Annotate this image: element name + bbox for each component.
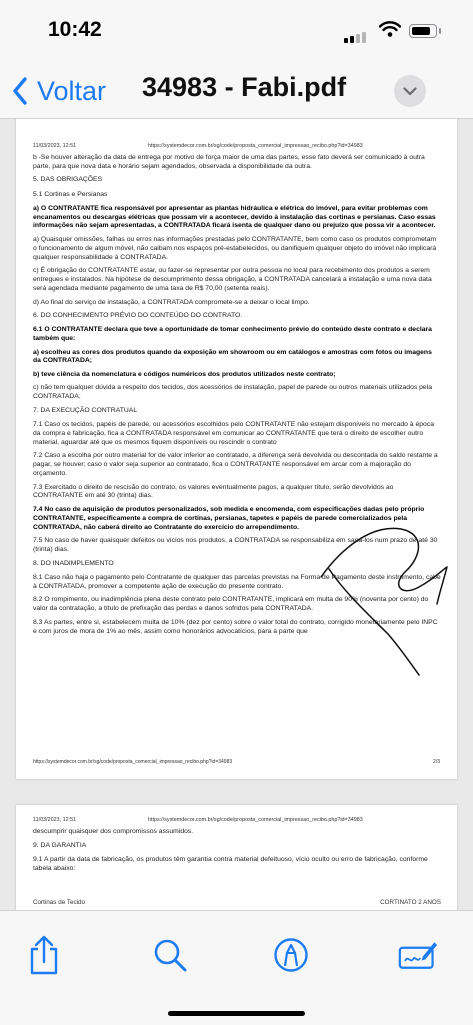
- page-header-url: https://systemdecor.com.br/sg/code/proposta_comercial_impressao_recibo.php?id=34983: [148, 143, 363, 149]
- markup-button[interactable]: [271, 935, 311, 975]
- pdf-page-3: [16, 805, 457, 910]
- page-header-date: 11/03/2023, 12:51: [33, 817, 77, 823]
- page-body: [33, 154, 441, 641]
- paragraph-6-1-a: [33, 349, 441, 367]
- search-button[interactable]: [150, 935, 190, 975]
- pdf-page-2: [16, 119, 457, 779]
- page-header-date: 11/03/2023, 12:51: [33, 143, 77, 149]
- page-footer: [33, 759, 440, 765]
- back-label: Voltar: [37, 75, 107, 106]
- paragraph-9-1: 9.1 A partir da data de fabricação, os produtos têm garantia contra material defeituoso, vício oculto ou erro de fabricação, conforme tabela abaixo:: [33, 855, 428, 872]
- bottom-toolbar: [0, 910, 473, 1025]
- paragraph-7-5: 7.5 No caso de haver quaisquer defeitos ou vícios nos produtos, a CONTRATADA se responsabiliza em saná-los num prazo de até 30 (trinta) dias.: [33, 537, 438, 554]
- paragraph-5-1-c: c) É obrigação do CONTRATANTE estar, ou fazer-se representar por outra pessoa no local para recebimento dos produtos a serem entregues e instalados. Na hipótese de descumprimento dessa obrigação, a CONTRATADA cancelará a instalação e uma nova data será agendada mediante pagamento de uma taxa de R$ 70,00 (setenta reais).: [33, 267, 432, 293]
- navigation-bar: [0, 64, 473, 119]
- document-title: 34983 - Fabi.pdf: [142, 72, 347, 102]
- chevron-down-icon: [403, 87, 417, 96]
- signature-icon: [398, 937, 438, 973]
- paragraph-8-1: 8.1 Caso não haja o pagamento pelo Contratante de qualquer das parcelas previstas na Forma de Pagamento deste instrumento, cabe à CONTRATADA, promover a competente ação de execução do presente contrato.: [33, 573, 441, 590]
- section-heading-obligations: 5. DAS OBRIGAÇÕES: [33, 176, 103, 184]
- paragraph-7-2: 7.2 Caso a escolha por outro material for de valor inferior ao contratado, a diferença será devolvida ou descontada do saldo restante a pagar, se houver; caso o valor seja superior ao contratado, fica o CONTRATANTE responsável em arcar com a majoração do orçamento.: [33, 452, 438, 478]
- paragraph-b-delivery-change: b -Se houver alteração da data de entrega por motivo de força maior de uma das partes, esse fato deverá ser comunicado à outra parte, para que nova data e horário sejam agendados, observada a disponibilidade da outra.: [33, 154, 425, 170]
- section-heading-warranty: 9. DA GARANTIA: [33, 841, 87, 849]
- title-menu-button[interactable]: [394, 75, 426, 107]
- page-footer-url: https://systemdecor.com.br/sg/code/proposta_comercial_impressao_recibo.php?id=34983: [33, 759, 233, 765]
- paragraph-7-3: 7.3 Exercitado o direito de rescisão do contrato, os valores eventualmente pagos, a qualquer título, serão devolvidos ao CONTRATANTE em até 30 (trinta) dias.: [33, 483, 394, 500]
- bold-text: a) O CONTRATANTE fica responsável por apresentar as plantas hidráulica e elétrica do imóvel, para evitar problemas com encanamentos ou descargas elétricas que possam vir a acontecer, devido à instalação das cortinas e persianas. Caso essas informações não sejam apresentadas, a CONTRATADA ficará isenta de qualquer dano ou prejuízo que possa vir a acontecer.: [33, 204, 436, 230]
- share-button[interactable]: [24, 935, 64, 975]
- warranty-table-row: [33, 899, 441, 906]
- section-heading-default: 8. DO INADIMPLEMENTO: [33, 559, 114, 567]
- page-number: 2/3: [433, 759, 440, 765]
- page-header-url: https://systemdecor.com.br/sg/code/proposta_comercial_impressao_recibo.php?id=34983: [148, 817, 363, 823]
- status-time: 10:42: [48, 18, 102, 41]
- page-body: [33, 828, 441, 878]
- paragraph-7-1: 7.1 Caso os tecidos, papéis de parede, ou acessórios escolhidos pelo CONTRATANTE não estejam disponíveis no mercado à época da compra e fabricação, fica a CONTRATADA responsável em comunicar ao CONTRATANTE que terá o direito de escolher outro material, aguardar até que os mesmos fiquem disponíveis ou rescindir o contrato: [33, 420, 434, 446]
- warranty-table-product: Cortinas de Tecido: [33, 899, 86, 906]
- subsection-heading-curtains: 5.1 Cortinas e Persianas: [33, 190, 108, 198]
- share-icon: [27, 935, 61, 975]
- home-indicator: [168, 1011, 305, 1016]
- paragraph-5-1-d: d) Ao final do serviço de instalação, a CONTRATADA compromete-se a deixar o local limpo.: [33, 298, 310, 306]
- chevron-left-icon: [12, 77, 28, 105]
- section-heading-prior-knowledge: 6. DO CONHECIMENTO PRÉVIO DO CONTEÚDO DO CONTRATO.: [33, 312, 243, 320]
- paragraph-6-1-c: c) não tem qualquer dúvida a respeito dos tecidos, dos acessórios de instalação, papel de parede ou outros materiais utilizados pela CONTRATADA;: [33, 384, 432, 401]
- paragraph-5-1-a2: a) Quaisquer omissões, falhas ou erros nas informações prestadas pelo CONTRATANTE, bem como caso os produtos comprometam o funcionamento de algum móvel, não caibam nos espaços pré-estabelecidos, ou danifiquem qualquer objeto do imóvel não implicará qualquer responsabilidade à CONTRATADA.: [33, 235, 437, 261]
- paragraph-6-1: [33, 326, 441, 344]
- bold-text: 6.1 O CONTRATANTE declara que teve a oportunidade de tomar conhecimento prévio do conteúdo deste contrato e declara também que:: [33, 326, 432, 343]
- cellular-signal-icon: [344, 25, 368, 43]
- section-heading-execution: 7. DA EXECUÇÃO CONTRATUAL: [33, 406, 138, 414]
- battery-icon: [409, 24, 437, 38]
- wifi-icon: [379, 21, 401, 37]
- paragraph-5-1-a: [33, 205, 441, 232]
- markup-pen-icon: [273, 937, 309, 973]
- paragraph-6-1-b: [33, 371, 441, 380]
- status-bar: [0, 0, 473, 64]
- back-button[interactable]: [12, 70, 106, 112]
- paragraph-continuation: descumprir quaisquer dos compromissos assumidos.: [33, 828, 194, 835]
- bold-text: 7.4 No caso de aquisição de produtos personalizados, sob medida e encomenda, com especificações dadas pelo próprio CONTRATANTE, especificamente a compra de cortinas, persianas, tapetes e papéis de parede comercializados pela CONTRATADA, não caberá direito ao Contratante do exercício do arrependimento.: [33, 505, 425, 531]
- signature-button[interactable]: [398, 935, 438, 975]
- warranty-table-period: CORTINATO 2 ANOS: [380, 899, 441, 906]
- bold-text: b) teve ciência da nomenclatura e códigos numéricos dos produtos utilizados neste contrato;: [33, 370, 336, 378]
- paragraph-7-4: [33, 506, 441, 533]
- pdf-viewer[interactable]: [0, 119, 473, 910]
- search-icon: [152, 937, 188, 973]
- bold-text: a) escolheu as cores dos produtos quando da exposição em showroom ou em catálogos e amostras com fotos ou imagens da CONTRATADA;: [33, 348, 432, 365]
- paragraph-8-2: 8.2 O rompimento, ou inadimplência plena deste contrato pelo CONTRATANTE, implicará em multa de 90% (noventa por cento) do valor da contratação, a título de prefixação das perdas e danos sofridos pela CONTRATADA.: [33, 596, 429, 613]
- paragraph-8-3: 8.3 As partes, entre si, estabelecem multa de 10% (dez por cento) sobre o valor total do contrato, corrigido monetariamente pelo INPC e com juros de mora de 1% ao mês, assim como honorários advocatícios, para a parte que: [33, 618, 438, 635]
